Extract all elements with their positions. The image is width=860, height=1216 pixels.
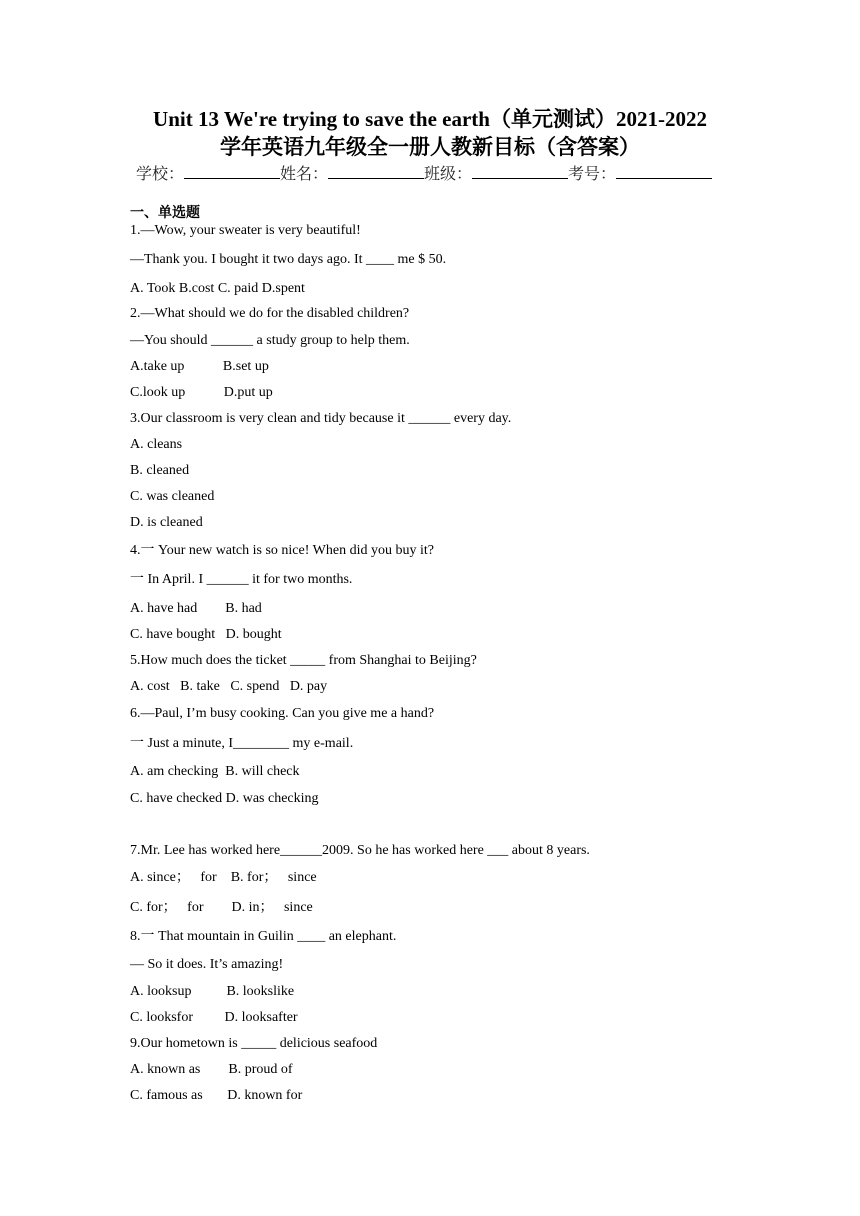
question-line: A. am checking B. will check: [130, 764, 300, 779]
exam-number-blank: [616, 164, 712, 179]
question-line: —You should ______ a study group to help them.: [130, 333, 410, 348]
student-info-row: [136, 161, 712, 184]
question-line: 8.一 That mountain in Guilin ____ an elephant.: [130, 929, 397, 944]
question-line: 4.一 Your new watch is so nice! When did you buy it?: [130, 543, 434, 558]
question-line: 6.—Paul, I’m busy cooking. Can you give me a hand?: [130, 706, 435, 721]
question-line: A. Took B.cost C. paid D.spent: [130, 281, 305, 296]
question-line: 一 Just a minute, I________ my e-mail.: [130, 736, 354, 751]
question-line: A. have had B. had: [130, 601, 262, 616]
question-line: A. looksup B. lookslike: [130, 984, 295, 999]
question-line: — So it does. It’s amazing!: [130, 957, 284, 972]
question-line: A. cost B. take C. spend D. pay: [130, 679, 328, 694]
question-line: C.look up D.put up: [130, 385, 273, 400]
question-line: 1.—Wow, your sweater is very beautiful!: [130, 223, 361, 238]
question-line: 2.—What should we do for the disabled children?: [130, 306, 410, 321]
name-label: 姓名：: [280, 164, 329, 183]
question-line: 7.Mr. Lee has worked here______2009. So he has worked here ___ about 8 years.: [130, 843, 590, 858]
document-title-line1: Unit 13 We're trying to save the earth（单元测试）2021-2022: [153, 107, 707, 131]
question-line: C. for； for D. in； since: [130, 900, 313, 915]
question-line: 5.How much does the ticket _____ from Shanghai to Beijing?: [130, 653, 477, 668]
section-heading: 一、单选题: [130, 205, 200, 221]
school-blank: [184, 164, 280, 179]
question-line: C. looksfor D. looksafter: [130, 1010, 298, 1025]
question-line: A. cleans: [130, 437, 183, 452]
school-label: 学校：: [136, 164, 185, 183]
class-label: 班级：: [424, 164, 473, 183]
question-line: A.take up B.set up: [130, 359, 269, 374]
document-title-line2: 学年英语九年级全一册人教新目标（含答案）: [220, 135, 640, 159]
question-line: 一 In April. I ______ it for two months.: [130, 572, 353, 587]
question-line: C. was cleaned: [130, 489, 215, 504]
exam-number-label: 考号：: [568, 164, 617, 183]
question-line: D. is cleaned: [130, 515, 203, 530]
question-line: 9.Our hometown is _____ delicious seafood: [130, 1036, 378, 1051]
question-line: C. have checked D. was checking: [130, 791, 319, 806]
question-line: —Thank you. I bought it two days ago. It ____ me $ 50.: [130, 252, 447, 267]
question-line: A. known as B. proud of: [130, 1062, 293, 1077]
question-line: A. since； for B. for； since: [130, 870, 317, 885]
question-line: 3.Our classroom is very clean and tidy because it ______ every day.: [130, 411, 512, 426]
class-blank: [472, 164, 568, 179]
question-line: C. have bought D. bought: [130, 627, 282, 642]
question-line: B. cleaned: [130, 463, 190, 478]
question-line: C. famous as D. known for: [130, 1088, 303, 1103]
name-blank: [328, 164, 424, 179]
